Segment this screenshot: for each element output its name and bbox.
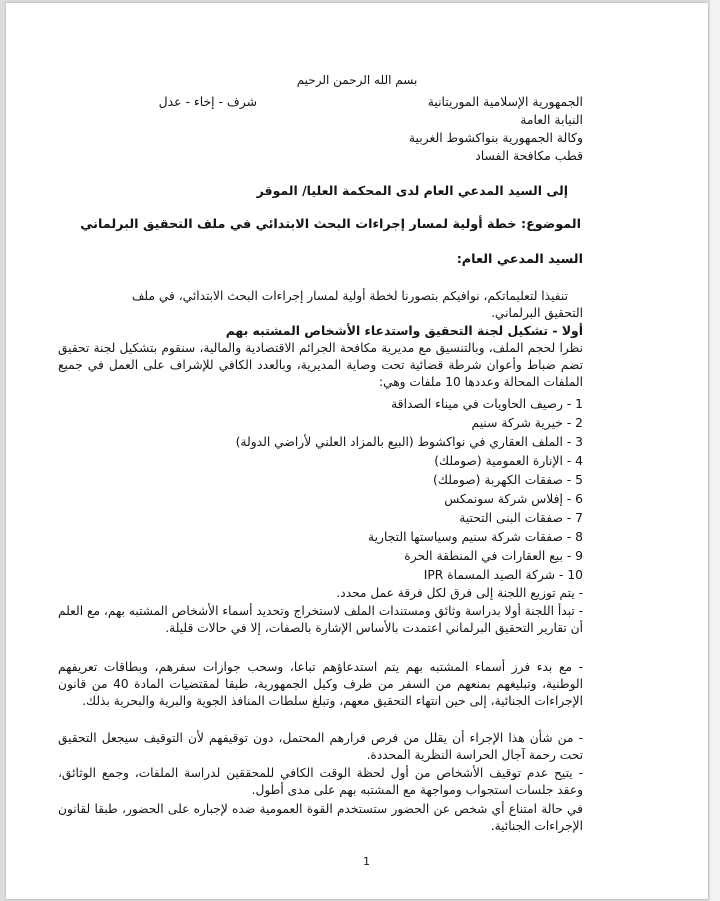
basmala: بسم الله الرحمن الرحيم	[296, 73, 418, 87]
file-item: 6 - إفلاس شركة سونمكس	[444, 492, 583, 506]
section-heading: أولا - تشكيل لجنة التحقيق واستدعاء الأشخاص المشتبه بهم	[225, 323, 583, 338]
agency-name: وكالة الجمهورية بنواكشوط الغربية	[408, 130, 583, 145]
file-item: 8 - صفقات شركة سنيم وسياستها التجارية	[367, 530, 583, 544]
document-page	[6, 3, 708, 899]
file-item: 5 - صفقات الكهربة (صوملك)	[433, 473, 583, 487]
intro-line-2: التحقيق البرلماني.	[491, 306, 583, 320]
point-5: - يتيح عدم توقيف الأشخاص من أول لحظة الوقت الكافي للمحققين لدراسة الملفات، وجمع الوثائق، وعقد جلسات استجواب ومواجهة مع المشتبه بهم على مدى أطول.	[58, 766, 583, 798]
recipient: إلى السيد المدعي العام لدى المحكمة العليا/ الموقر	[256, 183, 568, 198]
unit-name: قطب مكافحة الفساد	[475, 148, 583, 163]
file-item: 4 - الإنارة العمومية (صوملك)	[434, 454, 583, 468]
office-name: النيابة العامة	[520, 112, 583, 127]
page-number: 1	[363, 855, 370, 868]
page-edge	[710, 0, 720, 901]
section-paragraph: نظرا لحجم الملف، وبالتنسيق مع مديرية مكافحة الجرائم الاقتصادية والمالية، سنقوم بتشكيل لجنة تحقيق تضم ضباط وأعوان شرطة قضائية تحت وصاية المديرية، وبالعدد الكافي للإشراف على العمل في جميع الملفات المحالة وعددها 10 ملفات وهي:	[58, 341, 583, 390]
file-item: 10 - شركة الصيد المسماة IPR	[423, 568, 583, 582]
point-1: - يتم توزيع اللجنة إلى فرق لكل فرقة عمل محدد.	[336, 586, 583, 600]
point-3: - مع بدء فرز أسماء المشتبه بهم يتم استدعاؤهم تباعا، وسحب جوازات سفرهم، وبطاقات تعريفهم الوطنية، وتبليغهم بمنعهم من السفر من طرف وكيل الجمهورية، طبقا لمقتضيات المادة 40 من قانون الإجراءات الجنائية، إلى حين انتهاء التحقيق معهم، وتبلغ سلطات المنافذ الجوية والبرية والبحرية بذلك.	[58, 660, 584, 709]
file-item: 7 - صفقات البنى التحتية	[459, 511, 583, 525]
motto: شرف - إخاء - عدل	[158, 94, 257, 109]
file-item: 9 - بيع العقارات في المنطقة الحرة	[404, 549, 583, 563]
point-6: في حالة امتناع أي شخص عن الحضور ستستخدم القوة العمومية ضده لإجباره على الحضور، طبقا لقانون الإجراءات الجنائية.	[58, 802, 583, 834]
point-4: - من شأن هذا الإجراء أن يقلل من فرص فرارهم المحتمل، دون توقيفهم لأن التوقيف سيجعل التحقيق تحت رحمة آجال الحراسة النظرية المحددة.	[58, 731, 583, 763]
file-item: 3 - الملف العقاري في نواكشوط (البيع بالمزاد العلني لأراضي الدولة)	[235, 435, 583, 449]
subject: الموضوع: خطة أولية لمسار إجراءات البحث الابتدائي في ملف التحقيق البرلماني	[80, 217, 581, 232]
salutation: السيد المدعي العام:	[456, 252, 583, 267]
document-content	[6, 3, 708, 899]
country-name: الجمهورية الإسلامية الموريتانية	[427, 94, 583, 109]
point-2: - تبدأ اللجنة أولا بدراسة وثائق ومستندات الملف لاستخراج وتحديد أسماء الأشخاص المشتبه بهم، مع العلم أن تقارير التحقيق البرلماني اعتمدت بالأساس الإشارة بالصفات، إلا في حالات قليلة.	[58, 604, 583, 636]
file-item: 2 - خيرية شركة سنيم	[471, 416, 583, 430]
intro-line-1: تنفيذا لتعليماتكم، نوافيكم بتصورنا لخطة أولية لمسار إجراءات البحث الابتدائي، في ملف	[131, 289, 568, 303]
file-item: 1 - رصيف الحاويات في ميناء الصداقة	[391, 397, 583, 411]
